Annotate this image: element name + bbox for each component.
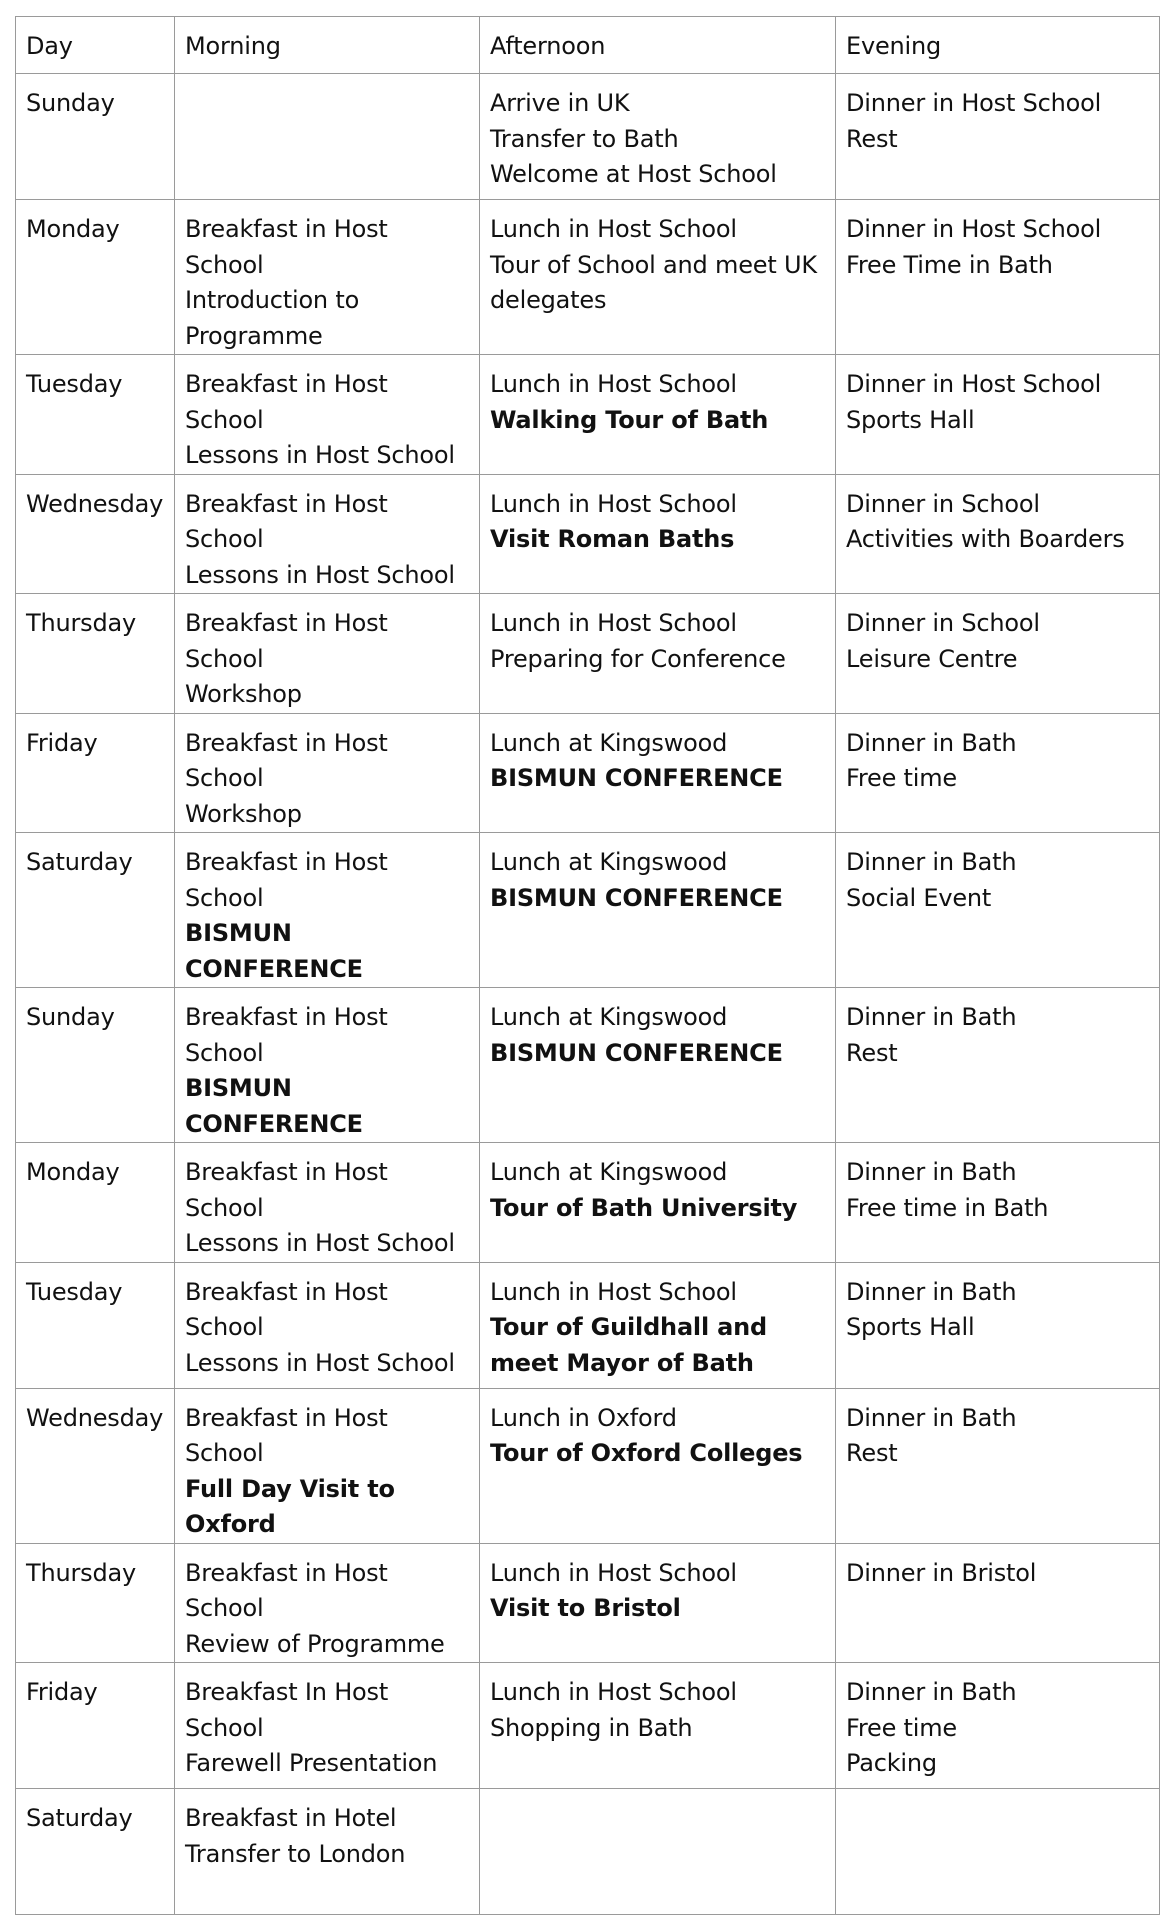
- activity: Breakfast in Host School: [185, 609, 388, 673]
- activity: Lunch in Host School: [490, 1558, 737, 1587]
- table-row: [16, 1388, 1160, 1543]
- activity: Lunch in Host School: [490, 609, 737, 637]
- activity: Breakfast In Host School: [185, 1678, 389, 1742]
- afternoon-cell: [480, 1143, 836, 1263]
- activity: Breakfast in Host School: [185, 1158, 388, 1222]
- activity: Sports Hall: [846, 405, 975, 434]
- afternoon-cell: [480, 1543, 836, 1663]
- activity: Breakfast in Host School: [185, 489, 388, 553]
- evening-cell: [836, 200, 1160, 355]
- evening-cell: [836, 74, 1160, 200]
- evening-cell: [836, 1143, 1160, 1263]
- activity: Dinner in Bath: [846, 1403, 1017, 1432]
- activity: Breakfast in Host School: [185, 1277, 388, 1341]
- activity: Welcome at Host School: [490, 160, 777, 188]
- activity: Dinner in Bath: [846, 848, 1017, 876]
- activity: Lessons in Host School: [185, 441, 455, 469]
- morning-cell: [175, 988, 480, 1143]
- activity: Lunch in Host School: [490, 370, 737, 398]
- evening-cell: [836, 1388, 1160, 1543]
- afternoon-cell: [480, 1663, 836, 1789]
- afternoon-cell: [480, 474, 836, 594]
- activity: Dinner in Host School: [846, 215, 1102, 243]
- activity: Dinner in Host School: [846, 370, 1102, 398]
- header-evening: Evening: [836, 17, 1160, 74]
- morning-cell: [175, 74, 480, 200]
- table-row: [16, 74, 1160, 200]
- morning-cell: [175, 1543, 480, 1663]
- activity: Preparing for Conference: [490, 644, 786, 673]
- highlighted-activity: Full Day Visit to Oxford: [185, 1474, 395, 1538]
- day-cell: Wednesday: [16, 1388, 175, 1543]
- afternoon-cell: [480, 713, 836, 833]
- afternoon-cell: [480, 988, 836, 1143]
- activity: Breakfast in Hotel: [185, 1804, 397, 1832]
- activity: Breakfast in Host School: [185, 1558, 388, 1622]
- afternoon-cell: [480, 1789, 836, 1915]
- highlighted-activity: Visit to Bristol: [490, 1594, 681, 1622]
- day-cell: Friday: [16, 1663, 175, 1789]
- table-header-row: [16, 17, 1160, 74]
- activity: Workshop: [185, 680, 302, 708]
- highlighted-activity: BISMUN CONFERENCE: [185, 919, 363, 983]
- activity: Lessons in Host School: [185, 1229, 455, 1257]
- afternoon-cell: [480, 833, 836, 988]
- evening-cell: [836, 474, 1160, 594]
- activity: Rest: [846, 1038, 898, 1067]
- afternoon-cell: [480, 200, 836, 355]
- activity: Breakfast in Host School: [185, 848, 388, 912]
- highlighted-activity: BISMUN CONFERENCE: [490, 1038, 783, 1067]
- activity: Free time in Bath: [846, 1193, 1049, 1222]
- table-row: [16, 1663, 1160, 1789]
- afternoon-cell: [480, 1262, 836, 1388]
- morning-cell: [175, 1262, 480, 1388]
- morning-cell: [175, 1789, 480, 1915]
- morning-cell: [175, 1388, 480, 1543]
- morning-cell: [175, 355, 480, 475]
- highlighted-activity: Walking Tour of Bath: [490, 405, 769, 434]
- evening-cell: [836, 355, 1160, 475]
- table-row: [16, 1143, 1160, 1263]
- activity: Free Time in Bath: [846, 250, 1053, 279]
- afternoon-cell: [480, 1388, 836, 1543]
- activity: Leisure Centre: [846, 644, 1018, 673]
- table-row: [16, 200, 1160, 355]
- activity: Review of Programme: [185, 1629, 445, 1658]
- activity: Lessons in Host School: [185, 1348, 455, 1377]
- activity: Breakfast in Host School: [185, 215, 388, 279]
- morning-cell: [175, 594, 480, 714]
- activity: Lunch in Host School: [490, 215, 737, 243]
- activity: Dinner in School: [846, 489, 1040, 518]
- activity: Dinner in Bath: [846, 1158, 1017, 1186]
- highlighted-activity: Tour of Guildhall and meet Mayor of Bath: [490, 1313, 768, 1377]
- activity: Lessons in Host School: [185, 560, 455, 589]
- morning-cell: [175, 474, 480, 594]
- day-cell: Thursday: [16, 1543, 175, 1663]
- evening-cell: [836, 833, 1160, 988]
- activity: Shopping in Bath: [490, 1713, 693, 1742]
- evening-cell: [836, 1663, 1160, 1789]
- activity: Social Event: [846, 883, 992, 912]
- activity: Lunch in Host School: [490, 1277, 737, 1306]
- activity: Dinner in Bath: [846, 1678, 1017, 1706]
- activity: Lunch at Kingswood: [490, 1003, 728, 1031]
- activity: Lunch at Kingswood: [490, 1158, 728, 1186]
- activity: Dinner in Bath: [846, 1003, 1017, 1031]
- activity: Transfer to London: [185, 1839, 406, 1868]
- day-cell: Monday: [16, 200, 175, 355]
- activity: Breakfast in Host School: [185, 1403, 388, 1467]
- evening-cell: [836, 713, 1160, 833]
- day-cell: Sunday: [16, 988, 175, 1143]
- table-row: [16, 833, 1160, 988]
- evening-cell: [836, 594, 1160, 714]
- table-row: [16, 474, 1160, 594]
- activity: Lunch at Kingswood: [490, 848, 728, 876]
- day-cell: Tuesday: [16, 1262, 175, 1388]
- highlighted-activity: Tour of Bath University: [490, 1193, 798, 1222]
- evening-cell: [836, 1543, 1160, 1663]
- afternoon-cell: [480, 74, 836, 200]
- evening-cell: [836, 1789, 1160, 1915]
- activity: Packing: [846, 1749, 937, 1777]
- evening-cell: [836, 1262, 1160, 1388]
- header-day: Day: [16, 17, 175, 74]
- morning-cell: [175, 1663, 480, 1789]
- activity: Dinner in Bath: [846, 1277, 1017, 1306]
- itinerary-table: [15, 16, 1160, 1915]
- highlighted-activity: Tour of Oxford Colleges: [490, 1439, 803, 1467]
- morning-cell: [175, 833, 480, 988]
- highlighted-activity: BISMUN CONFERENCE: [185, 1074, 363, 1138]
- day-cell: Saturday: [16, 833, 175, 988]
- day-cell: Sunday: [16, 74, 175, 200]
- table-row: [16, 1543, 1160, 1663]
- activity: Breakfast in Host School: [185, 1003, 388, 1067]
- highlighted-activity: Visit Roman Baths: [490, 525, 735, 553]
- header-morning: Morning: [175, 17, 480, 74]
- activity: Arrive in UK: [490, 89, 630, 117]
- morning-cell: [175, 1143, 480, 1263]
- activity: Dinner in Bristol: [846, 1558, 1037, 1587]
- table-row: [16, 988, 1160, 1143]
- morning-cell: [175, 713, 480, 833]
- activity: Breakfast in Host School: [185, 370, 388, 434]
- header-afternoon: Afternoon: [480, 17, 836, 74]
- day-cell: Saturday: [16, 1789, 175, 1915]
- table-row: [16, 1262, 1160, 1388]
- activity: Activities with Boarders: [846, 525, 1125, 553]
- activity: Free time: [846, 764, 957, 792]
- table-row: [16, 355, 1160, 475]
- activity: Introduction to Programme: [185, 286, 360, 350]
- activity: Dinner in School: [846, 609, 1040, 637]
- activity: Rest: [846, 124, 898, 153]
- activity: Lunch in Host School: [490, 489, 737, 518]
- activity: Breakfast in Host School: [185, 728, 388, 792]
- activity: Lunch at Kingswood: [490, 728, 728, 757]
- day-cell: Tuesday: [16, 355, 175, 475]
- activity: Sports Hall: [846, 1313, 975, 1341]
- day-cell: Thursday: [16, 594, 175, 714]
- highlighted-activity: BISMUN CONFERENCE: [490, 883, 783, 912]
- activity: Farewell Presentation: [185, 1749, 438, 1777]
- morning-cell: [175, 200, 480, 355]
- activity: Rest: [846, 1439, 898, 1467]
- activity: Dinner in Bath: [846, 728, 1017, 757]
- activity: Transfer to Bath: [490, 124, 679, 153]
- table-row: [16, 1789, 1160, 1915]
- afternoon-cell: [480, 355, 836, 475]
- table-row: [16, 594, 1160, 714]
- day-cell: Wednesday: [16, 474, 175, 594]
- activity: Lunch in Oxford: [490, 1403, 677, 1432]
- day-cell: Friday: [16, 713, 175, 833]
- activity: Lunch in Host School: [490, 1678, 737, 1706]
- table-row: [16, 713, 1160, 833]
- activity: Tour of School and meet UK delegates: [490, 250, 817, 314]
- evening-cell: [836, 988, 1160, 1143]
- activity: Workshop: [185, 799, 302, 828]
- highlighted-activity: BISMUN CONFERENCE: [490, 764, 783, 792]
- afternoon-cell: [480, 594, 836, 714]
- activity: Dinner in Host School: [846, 89, 1102, 117]
- day-cell: Monday: [16, 1143, 175, 1263]
- activity: Free time: [846, 1713, 957, 1742]
